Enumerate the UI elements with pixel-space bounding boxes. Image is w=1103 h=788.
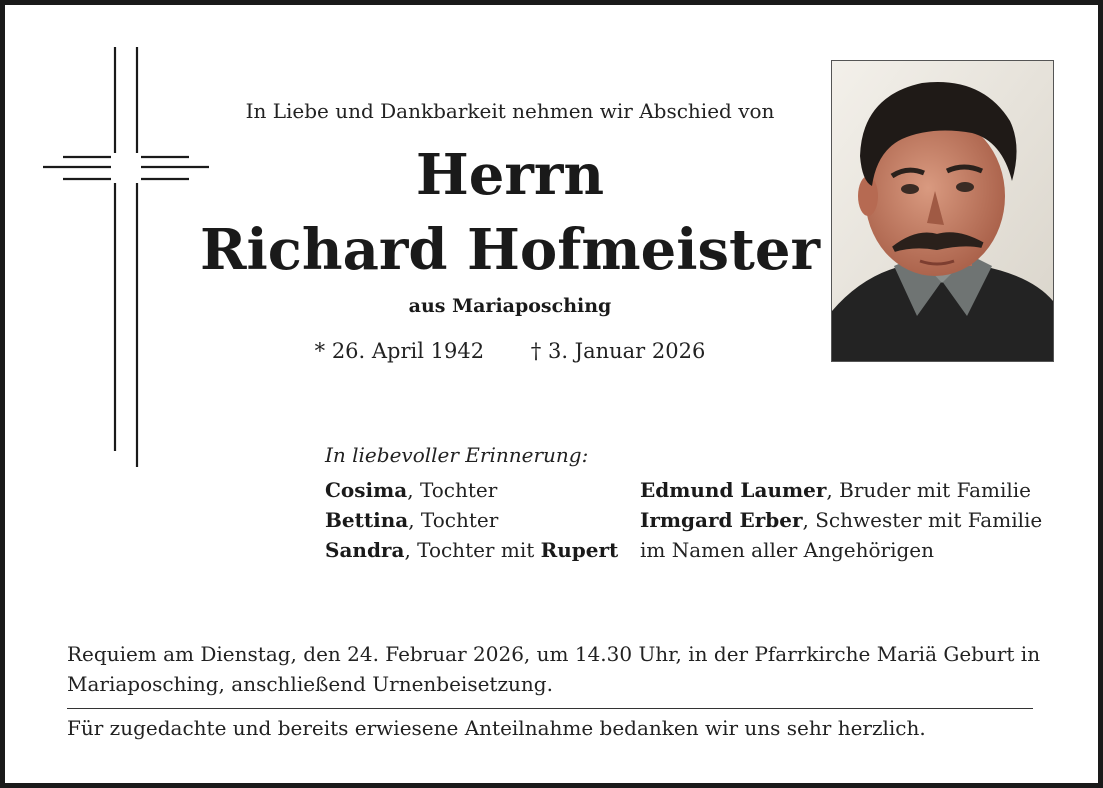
mourner-relation: im Namen aller Angehörigen	[640, 538, 935, 562]
list-item	[325, 535, 1045, 565]
intro-text: In Liebe und Dankbarkeit nehmen wir Abschied von	[245, 99, 775, 123]
thanks-text: Für zugedachte und bereits erwiesene Anteilnahme bedanken wir uns sehr herzlich.	[67, 716, 926, 740]
mourner-relation: , Tochter mit	[404, 538, 541, 562]
divider	[67, 708, 1033, 709]
mourner-name: Cosima	[325, 478, 408, 502]
list-item	[325, 475, 1045, 505]
mourner-partner-name: Rupert	[540, 538, 619, 562]
mourner-relation: , Tochter	[407, 478, 498, 502]
death-date: † 3. Januar 2026	[530, 339, 706, 363]
birth-date: * 26. April 1942	[314, 339, 485, 363]
mourner-relation: , Schwester mit Familie	[802, 508, 1043, 532]
mourner-relation: , Bruder mit Familie	[826, 478, 1032, 502]
portrait-photo	[831, 60, 1054, 362]
mourner-name: Irmgard Erber	[640, 508, 803, 532]
mourner-name: Edmund Laumer	[640, 478, 827, 502]
deceased-name: Richard Hofmeister	[199, 217, 821, 283]
salutation: Herrn	[415, 142, 605, 208]
mourner-name: Bettina	[325, 508, 409, 532]
mourner-relation: , Tochter	[408, 508, 499, 532]
mourners-list	[325, 475, 1045, 565]
requiem-notice: Requiem am Dienstag, den 24. Februar 2026, um 14.30 Uhr, in der Pfarrkirche Mariä Geburt in Mariaposching, anschließend Urnenbeisetzung.	[67, 642, 1041, 696]
origin-text: aus Mariaposching	[408, 295, 612, 317]
memory-heading: In liebevoller Erinnerung:	[325, 443, 589, 467]
life-dates	[210, 339, 810, 363]
list-item	[325, 505, 1045, 535]
mourner-name: Sandra	[325, 538, 405, 562]
